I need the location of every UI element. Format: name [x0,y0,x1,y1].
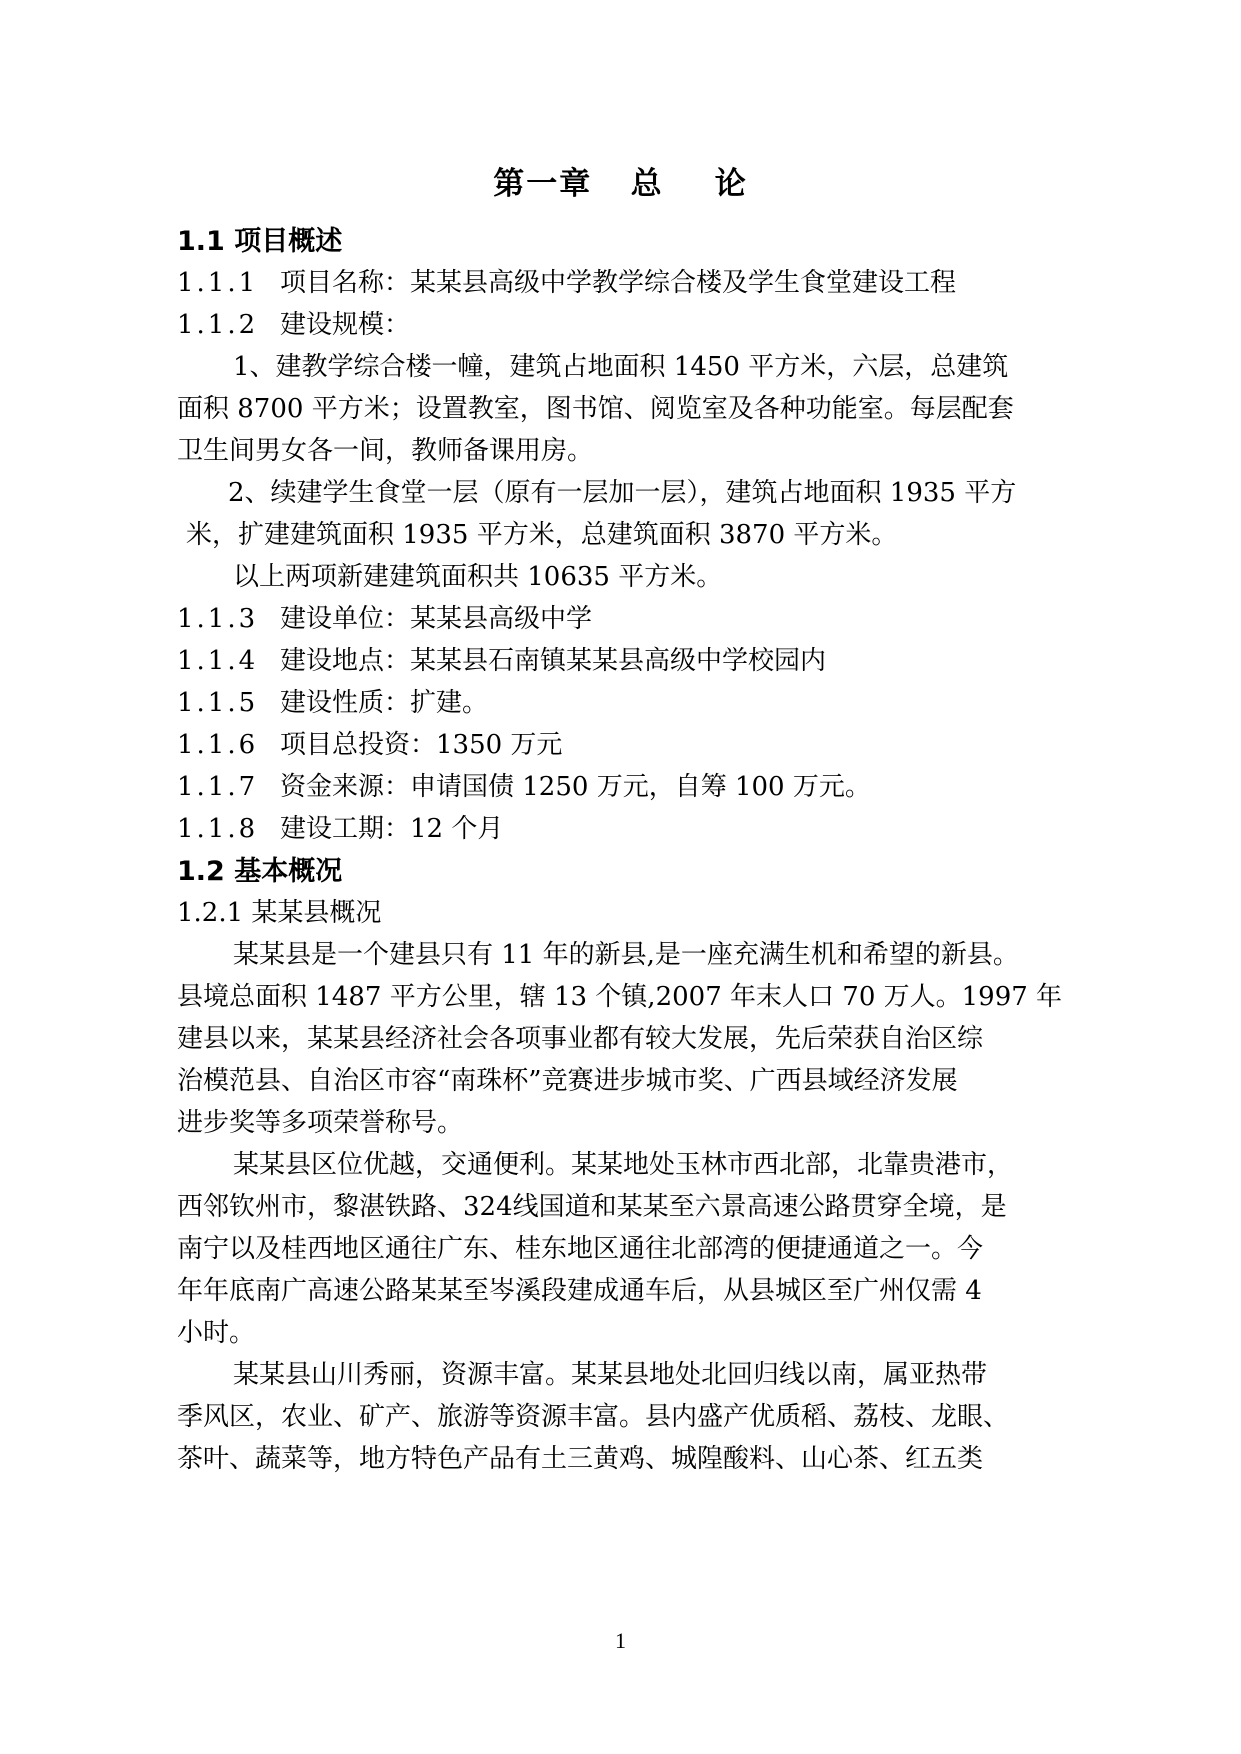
item-1-1-6 [177,732,562,758]
item-1-1-3 [177,606,592,632]
item-text: 项目名称：某某县高级中学教学综合楼及学生食堂建设工程 [280,268,957,298]
paragraph-line: 年年底南广高速公路某某至岑溪段建成通车后，从县城区至广州仅需 4 [177,1276,982,1306]
scale-paragraph-1-line: 卫生间男女各一间，教师备课用房。 [177,436,594,466]
item-1-1-8 [177,816,503,842]
chapter-title: 第一章 总 论 [493,166,748,202]
item-1-1-1 [177,270,956,296]
item-number: 1.1.8 [177,814,259,844]
scale-paragraph-2-line: 2、续建学生食堂一层（原有一层加一层），建筑占地面积 1935 平方 [228,478,1017,508]
item-text: 项目总投资：1350 万元 [280,730,563,760]
item-number: 1.1.3 [177,604,259,634]
item-text: 建设工期：12 个月 [280,814,504,844]
paragraph-line: 某某县是一个建县只有 11 年的新县,是一座充满生机和希望的新县。 [233,940,1019,970]
page-number: 1 [615,1628,626,1653]
paragraph-line: 建县以来，某某县经济社会各项事业都有较大发展，先后荣获自治区综 [177,1024,984,1054]
item-1-1-4 [177,648,826,674]
paragraph-line: 季风区，农业、矿产、旅游等资源丰富。县内盛产优质稻、荔枝、龙眼、 [177,1402,1010,1432]
paragraph-line: 某某县山川秀丽，资源丰富。某某县地处北回归线以南，属亚热带 [233,1360,988,1390]
item-text: 建设单位：某某县高级中学 [280,604,593,634]
item-1-1-2 [177,312,410,338]
item-number: 1.1.1 [177,268,259,298]
item-number: 1.1.5 [177,688,259,718]
scale-paragraph-1-line: 1、建教学综合楼一幢，建筑占地面积 1450 平方米，六层，总建筑 [233,352,1009,382]
item-number: 1.1.4 [177,646,259,676]
scale-paragraph-1-line: 面积 8700 平方米；设置教室，图书馆、阅览室及各种功能室。每层配套 [177,394,1014,424]
section-heading-1-1: 1.1 项目概述 [177,226,343,257]
item-number: 1.1.7 [177,772,259,802]
section-heading-1-2: 1.2 基本概况 [177,856,343,887]
scale-total: 以上两项新建建筑面积共 10635 平方米。 [233,562,723,592]
scale-paragraph-2-line: 米，扩建建筑面积 1935 平方米，总建筑面积 3870 平方米。 [186,520,898,550]
subsection-heading-1-2-1: 1.2.1 某某县概况 [177,898,382,928]
item-1-1-7 [177,774,871,800]
paragraph-line: 茶叶、蔬菜等，地方特色产品有土三黄鸡、城隍酸料、山心茶、红五类 [177,1444,984,1474]
item-text: 建设地点：某某县石南镇某某县高级中学校园内 [280,646,827,676]
paragraph-line: 县境总面积 1487 平方公里，辖 13 个镇,2007 年末人口 70 万人。1997 年 [177,982,1063,1012]
item-text: 资金来源：申请国债 1250 万元，自筹 100 万元。 [280,772,871,802]
paragraph-line: 小时。 [177,1318,256,1348]
paragraph-line: 某某县区位优越，交通便利。某某地处玉林市西北部，北靠贵港市， [233,1150,1014,1180]
paragraph-line: 南宁以及桂西地区通往广东、桂东地区通往北部湾的便捷通道之一。今 [177,1234,984,1264]
item-number: 1.1.6 [177,730,259,760]
item-1-1-5 [177,690,488,716]
item-text: 建设规模： [280,310,411,340]
paragraph-line: 治模范县、自治区市容“南珠杯”竞赛进步城市奖、广西县域经济发展 [177,1066,958,1096]
item-number: 1.1.2 [177,310,259,340]
paragraph-line: 西邻钦州市，黎湛铁路、324线国道和某某至六景高速公路贯穿全境，是 [177,1192,1007,1222]
item-text: 建设性质：扩建。 [280,688,489,718]
paragraph-line: 进步奖等多项荣誉称号。 [177,1108,464,1138]
